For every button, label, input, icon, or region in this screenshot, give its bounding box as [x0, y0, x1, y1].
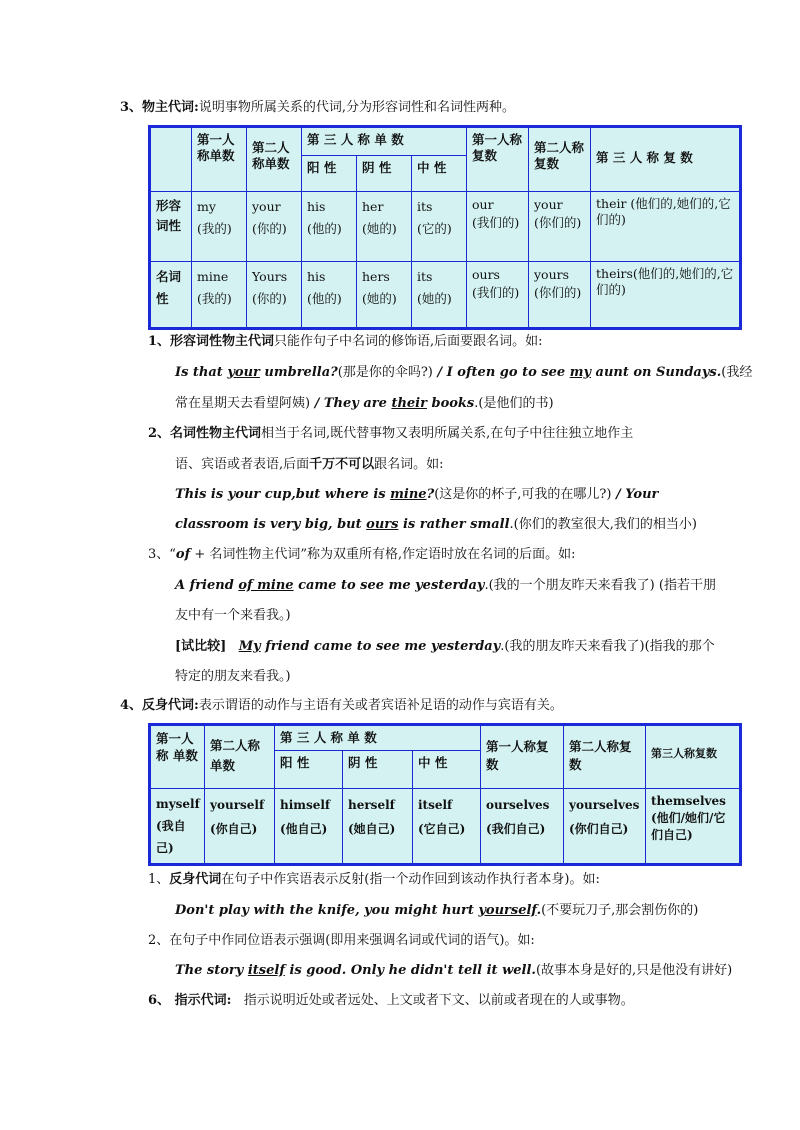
s3-point-1-example: [175, 364, 752, 382]
cell-theirs: theirs(他们的,她们的,它们的): [591, 261, 741, 328]
cell-myself: myself (我自己): [150, 789, 205, 865]
example-text: A friend: [175, 578, 239, 593]
possessive-pronoun-table: [148, 125, 742, 330]
example-text: is rather small: [398, 517, 510, 532]
reflexive-pronoun-table: [148, 723, 742, 866]
table-row-adjective: [150, 192, 741, 261]
section-3-desc: 说明事物所属关系的代词,分为形容词性和名词性两种。: [198, 100, 515, 115]
cell-his-noun: his (他的): [302, 261, 357, 328]
example-text: ?: [426, 487, 435, 502]
section-3-heading: [120, 99, 515, 117]
example-text: / They are: [310, 396, 392, 411]
example-text: Is that: [175, 365, 228, 380]
s4-point-2: 2、在句子中作同位语表示强调(即用来强调名词或代词的语气)。如:: [148, 933, 535, 948]
s3-point-3: [148, 546, 576, 564]
cell-ours: ours (我们的): [467, 261, 529, 328]
example-underlined: yourself: [478, 903, 537, 918]
s4-point-1-example: [175, 902, 698, 920]
cell-his: his (他的): [302, 192, 357, 261]
s4-point-1-text: 在句子中作宾语表示反射(指一个动作回到该动作执行者本身)。如:: [221, 872, 600, 887]
example-text: / I often go to see: [432, 365, 570, 380]
header-third-person-plural: 第三人称复数: [646, 725, 741, 789]
text: 跟名词。如:: [374, 457, 444, 472]
example-text: books: [426, 396, 475, 411]
s3-point-2-head: 2、名词性物主代词: [148, 426, 262, 441]
example-translation: (这是你的杯子,可我的在哪儿?): [434, 487, 612, 502]
header-masculine: 阳 性: [275, 751, 343, 789]
s4-point-2-example: [175, 962, 732, 980]
s3-point-1: [148, 333, 543, 351]
example-underlined: your: [227, 365, 260, 380]
section-6-heading: [148, 992, 634, 1010]
header-second-person-plural: 第二人称复数: [529, 127, 591, 192]
cell-yourself: yourself (你自己): [205, 789, 275, 865]
header-third-person-singular: 第 三 人 称 单 数: [275, 725, 481, 751]
example-text: The story: [175, 963, 248, 978]
header-second-person-singular: 第二人称单数: [205, 725, 275, 789]
example-text: classroom is very big, but: [175, 517, 367, 532]
cell-your: your (你的): [247, 192, 302, 261]
cell-herself: herself (她自己): [343, 789, 413, 865]
cell-itself: itself (它自己): [413, 789, 481, 865]
cell-its: its (它的): [412, 192, 467, 261]
s3-point-3-compare: [175, 638, 715, 656]
cell-their: their (他们的,她们的,它们的): [591, 192, 741, 261]
cell-himself: himself (他自己): [275, 789, 343, 865]
example-underlined: itself: [247, 963, 285, 978]
compare-label: [试比较]: [175, 639, 227, 654]
example-underlined: My: [238, 639, 261, 654]
example-translation: (故事本身是好的,只是他没有讲好): [535, 963, 733, 978]
example-underlined: mine: [390, 487, 427, 502]
header-masculine: 阳 性: [302, 155, 357, 192]
example-text: Don't play with the knife, you might hurt: [175, 903, 479, 918]
text: 语、宾语或者表语,后面: [175, 457, 310, 472]
cell-yours-plural: yours (你们的): [529, 261, 591, 328]
s3-point-2-example: [175, 486, 658, 504]
example-translation: .(我的朋友昨天来看我了)(指我的那个: [500, 639, 715, 654]
section-6-desc: 指示说明近处或者远处、上文或者下文、以前或者现在的人或事物。: [243, 993, 634, 1008]
s3-point-2: [148, 425, 633, 443]
section-4-heading: [120, 697, 563, 715]
example-translation: (我经: [721, 365, 753, 380]
table-row-reflexive: [150, 789, 741, 865]
s3-point-3-example-cont: 友中有一个来看我。): [175, 608, 291, 623]
s3-point-2-text: 相当于名词,既代替事物又表明所属关系,在句子中往往独立地作主: [261, 426, 634, 441]
example-translation: 常在星期天去看望阿姨): [175, 396, 311, 411]
s4-point-1: [148, 871, 600, 889]
header-first-person-singular: 第一人称 单数: [150, 725, 205, 789]
example-translation: (不要玩刀子,那会割伤你的): [541, 903, 699, 918]
header-third-person-plural: 第 三 人 称 复 数: [591, 127, 741, 192]
s3-point-3-example: [175, 577, 716, 595]
section-3-title: 3、物主代词:: [120, 100, 199, 115]
emphasis-text: of: [175, 547, 191, 562]
cell-our: our (我们的): [467, 192, 529, 261]
cell-hers: hers (她的): [357, 261, 412, 328]
cell-its-noun: its (她的): [412, 261, 467, 328]
s3-point-1-example-cont: [175, 395, 554, 413]
example-text: umbrella?: [259, 365, 338, 380]
cell-yourselves: yourselves (你们自己): [564, 789, 646, 865]
section-6-title: 6、 指示代词:: [148, 993, 232, 1008]
header-first-person-plural: 第一人称复数: [467, 127, 529, 192]
example-text: is good. Only he didn't tell it well.: [284, 963, 536, 978]
header-neuter: 中 性: [412, 155, 467, 192]
example-underlined: their: [391, 396, 427, 411]
header-first-person-plural: 第一人称复数: [481, 725, 564, 789]
s3-point-2-example-cont: [175, 516, 697, 534]
example-text: aunt on Sundays.: [591, 365, 722, 380]
cell-yours: Yours (你的): [247, 261, 302, 328]
s3-point-1-text: 只能作句子中名词的修饰语,后面要跟名词。如:: [274, 334, 543, 349]
section-4-desc: 表示谓语的动作与主语有关或者宾语补足语的动作与宾语有关。: [198, 698, 563, 713]
example-text: friend came to see me yesterday: [260, 639, 501, 654]
table-row-noun: [150, 261, 741, 328]
text: + 名词性物主代词”称为双重所有格,作定语时放在名词的后面。如:: [190, 547, 576, 562]
example-translation: .(你们的教室很大,我们的相当小): [509, 517, 697, 532]
s3-point-2-cont: [175, 456, 444, 474]
cell-mine: mine (我的): [192, 261, 247, 328]
header-feminine: 阴 性: [343, 751, 413, 789]
header-third-person-singular: 第 三 人 称 单 数: [302, 127, 467, 156]
cell-her: her (她的): [357, 192, 412, 261]
header-feminine: 阴 性: [357, 155, 412, 192]
header-first-person-singular: 第一人称单数: [192, 127, 247, 192]
text: 3、“: [148, 547, 176, 562]
emphasis-text: 千万不可以: [309, 457, 375, 472]
header-second-person-singular: 第二人称单数: [247, 127, 302, 192]
cell-your-plural: your (你们的): [529, 192, 591, 261]
cell-my: my (我的): [192, 192, 247, 261]
section-4-title: 4、反身代词:: [120, 698, 199, 713]
example-text: / Your: [611, 487, 659, 502]
table-corner-cell: [150, 127, 192, 192]
example-text: came to see me yesterday: [293, 578, 485, 593]
example-text: This is your cup,but where is: [175, 487, 391, 502]
text: 1、: [148, 872, 170, 887]
example-underlined: of mine: [238, 578, 294, 593]
s3-point-1-head: 1、形容词性物主代词: [148, 334, 275, 349]
header-neuter: 中 性: [413, 751, 481, 789]
cell-ourselves: ourselves (我们自己): [481, 789, 564, 865]
example-text: .: [536, 903, 542, 918]
header-second-person-plural: 第二人称复数: [564, 725, 646, 789]
example-underlined: ours: [366, 517, 399, 532]
s4-point-1-head: 反身代词: [169, 872, 222, 887]
row-label-noun: 名词性: [150, 261, 192, 328]
cell-themselves: themselves (他们/她们/它们自己): [646, 789, 741, 865]
row-label-adjective: 形容词性: [150, 192, 192, 261]
example-underlined: my: [569, 365, 591, 380]
example-translation: .(我的一个朋友昨天来看我了) (指若干朋: [484, 578, 716, 593]
example-translation: .(是他们的书): [474, 396, 554, 411]
example-translation: (那是你的伞吗?): [337, 365, 433, 380]
s3-point-3-compare-cont: 特定的朋友来看我。): [175, 669, 291, 684]
